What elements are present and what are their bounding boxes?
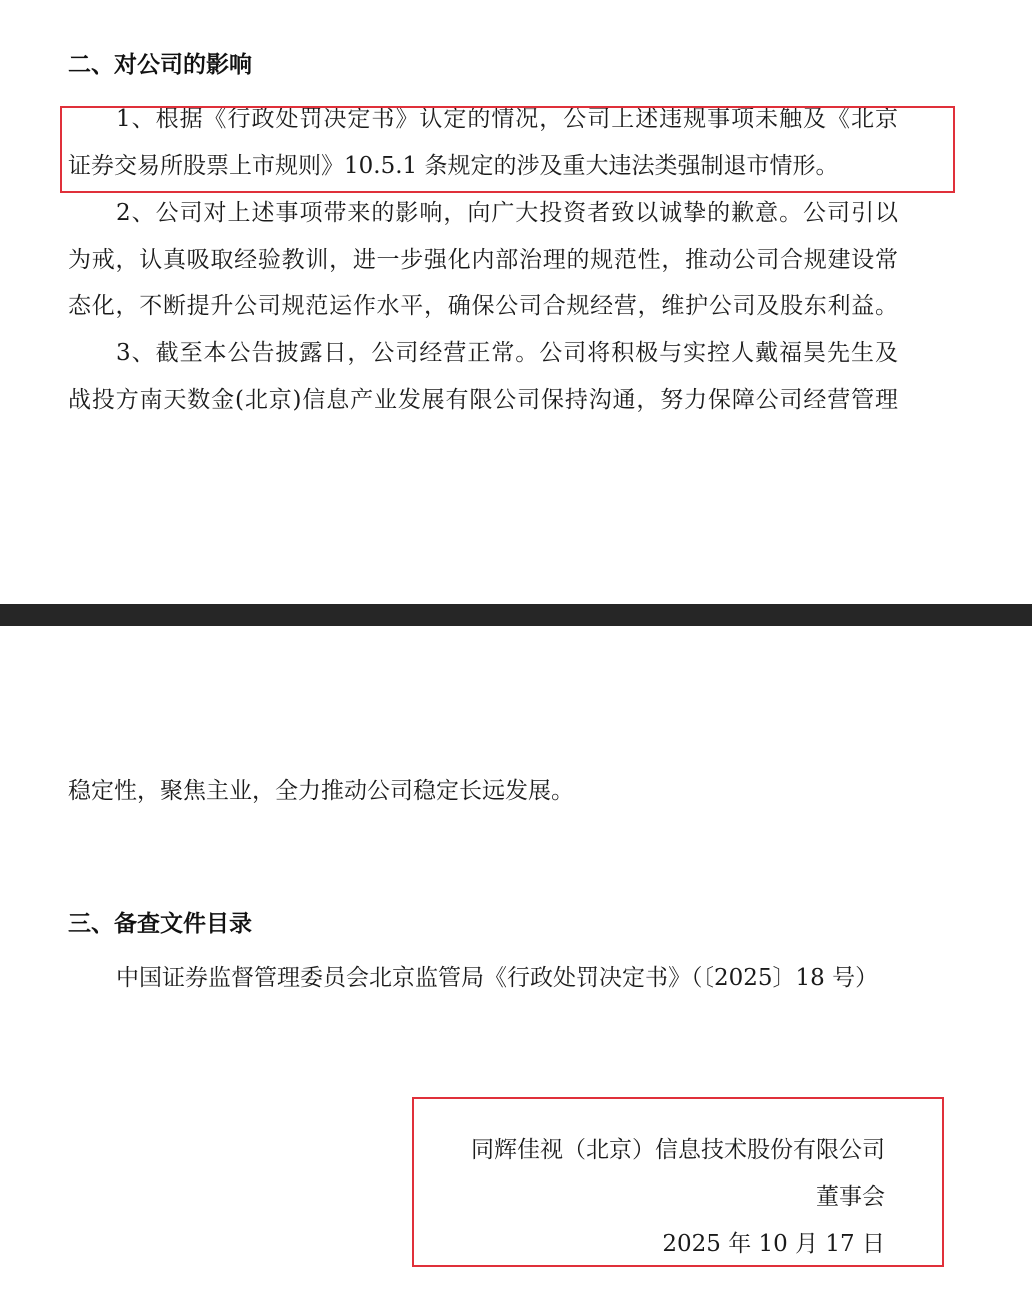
item3-line-2: 战投方南天数金(北京)信息产业发展有限公司保持沟通，努力保障公司经营管理 (68, 387, 898, 413)
section-three-heading: 三、备查文件目录 (68, 911, 252, 937)
item2-line-1: 2、公司对上述事项带来的影响，向广大投资者致以诚挚的歉意。公司引以 (116, 200, 898, 226)
item3-line-1: 3、截至本公告披露日，公司经营正常。公司将积极与实控人戴福昊先生及 (116, 340, 898, 366)
item2-line-2: 为戒，认真吸取经验教训，进一步强化内部治理的规范性，推动公司合规建设常 (68, 247, 898, 273)
item1-line-1: 1、根据《行政处罚决定书》认定的情况，公司上述违规事项未触及《北京 (116, 106, 898, 132)
highlight-box-signature (412, 1097, 944, 1267)
section-two-heading: 二、对公司的影响 (68, 52, 252, 78)
item1-line-2: 证券交易所股票上市规则》10.5.1 条规定的涉及重大违法类强制退市情形。 (68, 153, 839, 179)
signature-date: 2025 年 10 月 17 日 (662, 1231, 885, 1257)
item2-line-3: 态化，不断提升公司规范运作水平，确保公司合规经营，维护公司及股东利益。 (68, 293, 898, 319)
signature-board: 董事会 (816, 1184, 885, 1210)
item3-line-3: 稳定性，聚焦主业，全力推动公司稳定长远发展。 (68, 778, 574, 804)
document-page-top (0, 0, 1032, 604)
reference-document: 中国证券监督管理委员会北京监管局《行政处罚决定书》（〔2025〕18 号） (116, 965, 879, 991)
signature-company: 同辉佳视（北京）信息技术股份有限公司 (471, 1137, 885, 1163)
highlight-box-item1 (60, 106, 955, 193)
page-separator (0, 604, 1032, 626)
